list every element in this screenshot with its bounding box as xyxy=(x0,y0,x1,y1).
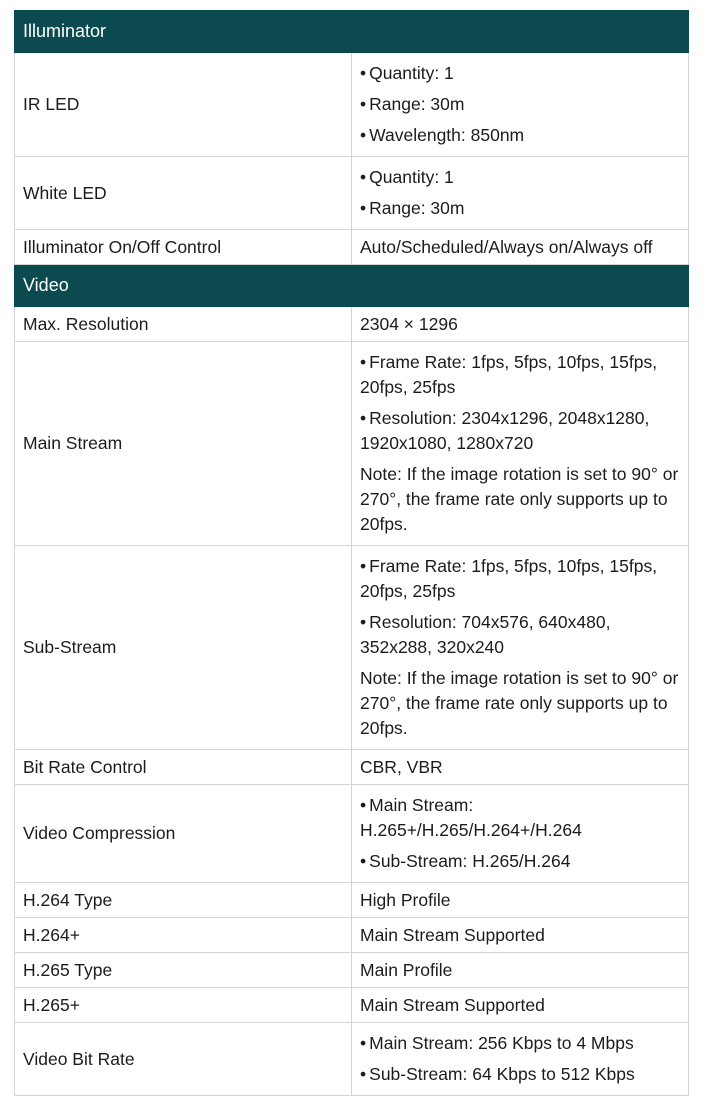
spec-label: H.265 Type xyxy=(15,953,352,988)
spec-label: Illuminator On/Off Control xyxy=(15,230,352,265)
spec-value xyxy=(352,785,689,883)
spec-label: Max. Resolution xyxy=(15,307,352,342)
section-title: Video xyxy=(15,265,689,307)
spec-value xyxy=(352,53,689,157)
spec-bullet: • Sub-Stream: H.265/H.264 xyxy=(360,846,680,877)
spec-label: H.264+ xyxy=(15,918,352,953)
spec-row-max-resolution xyxy=(15,307,689,342)
spec-note: Note: If the image rotation is set to 90° or 270°, the frame rate only supports up to 20fps. xyxy=(360,464,679,534)
spec-bullet: • Range: 30m xyxy=(360,89,680,120)
spec-label: H.265+ xyxy=(15,988,352,1023)
spec-label: Bit Rate Control xyxy=(15,750,352,785)
spec-label: Video Compression xyxy=(15,785,352,883)
spec-value: Auto/Scheduled/Always on/Always off xyxy=(352,230,689,265)
spec-bullet: • Wavelength: 850nm xyxy=(360,120,680,151)
spec-row-h264-plus xyxy=(15,918,689,953)
spec-row-h265-plus xyxy=(15,988,689,1023)
spec-value: Main Stream Supported xyxy=(352,988,689,1023)
spec-bullet: • Quantity: 1 xyxy=(360,58,680,89)
spec-row-video-bit-rate xyxy=(15,1023,689,1096)
spec-bullet: • Frame Rate: 1fps, 5fps, 10fps, 15fps, 20fps, 25fps xyxy=(360,347,680,403)
spec-label: IR LED xyxy=(15,53,352,157)
spec-row-sub-stream xyxy=(15,546,689,750)
spec-label: Video Bit Rate xyxy=(15,1023,352,1096)
section-header-video xyxy=(15,265,689,307)
spec-value: Main Profile xyxy=(352,953,689,988)
spec-label: White LED xyxy=(15,157,352,230)
spec-value xyxy=(352,157,689,230)
spec-bullet: • Quantity: 1 xyxy=(360,162,680,193)
spec-row-h265-type xyxy=(15,953,689,988)
spec-row-h264-type xyxy=(15,883,689,918)
spec-label: Main Stream xyxy=(15,342,352,546)
spec-bullet: • Sub-Stream: 64 Kbps to 512 Kbps xyxy=(360,1059,680,1090)
spec-row-video-compression xyxy=(15,785,689,883)
spec-value: Main Stream Supported xyxy=(352,918,689,953)
section-header-illuminator xyxy=(15,11,689,53)
spec-value: CBR, VBR xyxy=(352,750,689,785)
section-title: Illuminator xyxy=(15,11,689,53)
spec-bullet: • Frame Rate: 1fps, 5fps, 10fps, 15fps, 20fps, 25fps xyxy=(360,551,680,607)
spec-label: H.264 Type xyxy=(15,883,352,918)
spec-row-ir-led xyxy=(15,53,689,157)
spec-bullet: • Main Stream: 256 Kbps to 4 Mbps xyxy=(360,1028,680,1059)
spec-row-bit-rate-control xyxy=(15,750,689,785)
spec-row-illuminator-control xyxy=(15,230,689,265)
spec-value: 2304 × 1296 xyxy=(352,307,689,342)
spec-bullet: • Resolution: 2304x1296, 2048x1280, 1920x1080, 1280x720 xyxy=(360,403,680,459)
spec-table xyxy=(14,10,689,1096)
spec-value: High Profile xyxy=(352,883,689,918)
spec-bullet: • Resolution: 704x576, 640x480, 352x288, 320x240 xyxy=(360,607,680,663)
spec-bullet: • Main Stream: H.265+/H.265/H.264+/H.264 xyxy=(360,790,680,846)
spec-row-white-led xyxy=(15,157,689,230)
spec-bullet: • Range: 30m xyxy=(360,193,680,224)
spec-label: Sub-Stream xyxy=(15,546,352,750)
spec-value xyxy=(352,1023,689,1096)
spec-value xyxy=(352,546,689,750)
spec-note: Note: If the image rotation is set to 90° or 270°, the frame rate only supports up to 20fps. xyxy=(360,668,679,738)
spec-row-main-stream xyxy=(15,342,689,546)
spec-value xyxy=(352,342,689,546)
spec-sheet xyxy=(14,10,689,1096)
